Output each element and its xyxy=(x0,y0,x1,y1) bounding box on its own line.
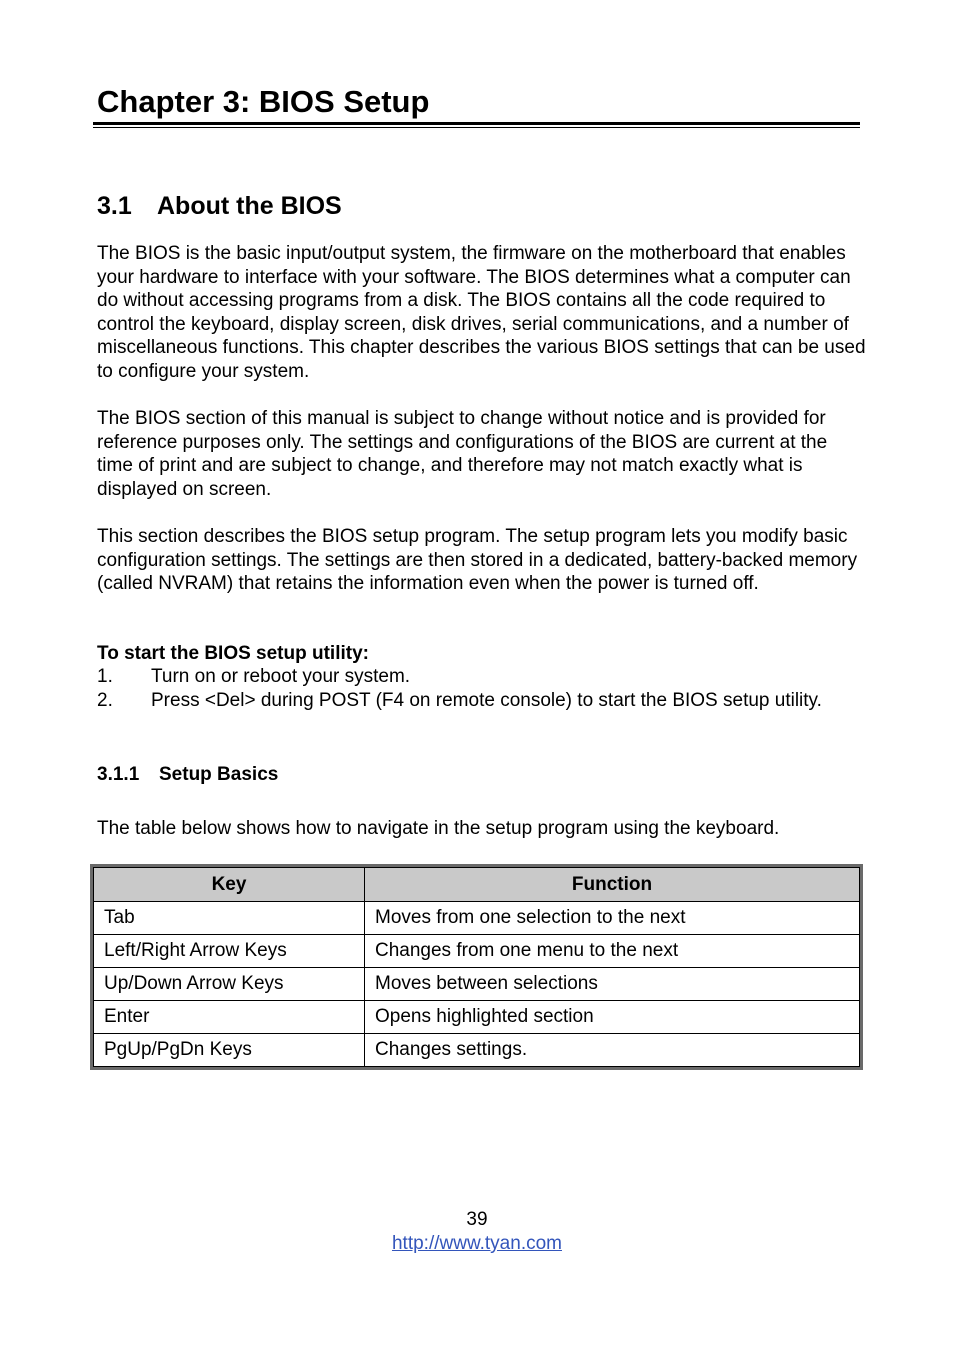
key-function-table xyxy=(90,864,863,1070)
subsection-title xyxy=(97,763,278,787)
title-rule-thick xyxy=(93,122,860,125)
subsection-title-text: Setup Basics xyxy=(159,764,279,785)
cell-key: Tab xyxy=(94,902,365,935)
table-row xyxy=(94,902,860,935)
header-key: Key xyxy=(94,868,365,902)
table-row xyxy=(94,1034,860,1067)
cell-function: Moves between selections xyxy=(365,968,860,1001)
section-title xyxy=(97,190,342,222)
cell-function: Moves from one selection to the next xyxy=(365,902,860,935)
cell-function: Opens highlighted section xyxy=(365,1001,860,1034)
section-number: 3.1 xyxy=(97,192,132,220)
step-item xyxy=(97,689,867,713)
step-number: 1. xyxy=(97,666,113,687)
cell-key: Left/Right Arrow Keys xyxy=(94,935,365,968)
table-intro: The table below shows how to navigate in the setup program using the keyboard. xyxy=(97,818,780,839)
title-rule-thin xyxy=(93,127,860,128)
paragraph-intro: The BIOS is the basic input/output system, the firmware on the motherboard that enables your hardware to interface with your software. The BIOS determines what a computer can do without accessing programs from a disk. The BIOS contains all the code required to control the keyboard, display screen, disk drives, serial communications, and a number of miscellaneous functions. This chapter describes the various BIOS settings that can be used to configure your system. xyxy=(97,243,866,382)
cell-function: Changes from one menu to the next xyxy=(365,935,860,968)
website-link[interactable]: http://www.tyan.com xyxy=(391,1233,562,1254)
step-text: Press <Del> during POST (F4 on remote console) to start the BIOS setup utility. xyxy=(151,689,822,711)
section-title-text: About the BIOS xyxy=(157,192,342,220)
table-row xyxy=(94,935,860,968)
header-function: Function xyxy=(365,868,860,902)
table-row xyxy=(94,1001,860,1034)
cell-key: PgUp/PgDn Keys xyxy=(94,1034,365,1067)
paragraph-setup-program: This section describes the BIOS setup program. The setup program lets you modify basic configuration settings. The settings are then stored in a dedicated, battery-backed memory (called NVRAM) that retains the information even when the power is turned off. xyxy=(97,526,858,594)
step-text: Turn on or reboot your system. xyxy=(151,666,411,687)
step-item xyxy=(97,665,867,689)
start-utility-steps xyxy=(97,665,867,712)
page-number: 39 xyxy=(466,1209,488,1230)
chapter-title: Chapter 3: BIOS Setup xyxy=(97,84,430,119)
step-number: 2. xyxy=(97,689,113,711)
paragraph-disclaimer: The BIOS section of this manual is subject to change without notice and is provided for reference purposes only. The settings and configurations of the BIOS are current at the time of print and are subject to change, and therefore may not match exactly what is displayed on screen. xyxy=(97,408,828,500)
table-header-row xyxy=(94,868,860,902)
subsection-number: 3.1.1 xyxy=(97,764,140,785)
cell-key: Up/Down Arrow Keys xyxy=(94,968,365,1001)
cell-key: Enter xyxy=(94,1001,365,1034)
cell-function: Changes settings. xyxy=(365,1034,860,1067)
start-utility-heading: To start the BIOS setup utility: xyxy=(97,643,369,664)
table-row xyxy=(94,968,860,1001)
